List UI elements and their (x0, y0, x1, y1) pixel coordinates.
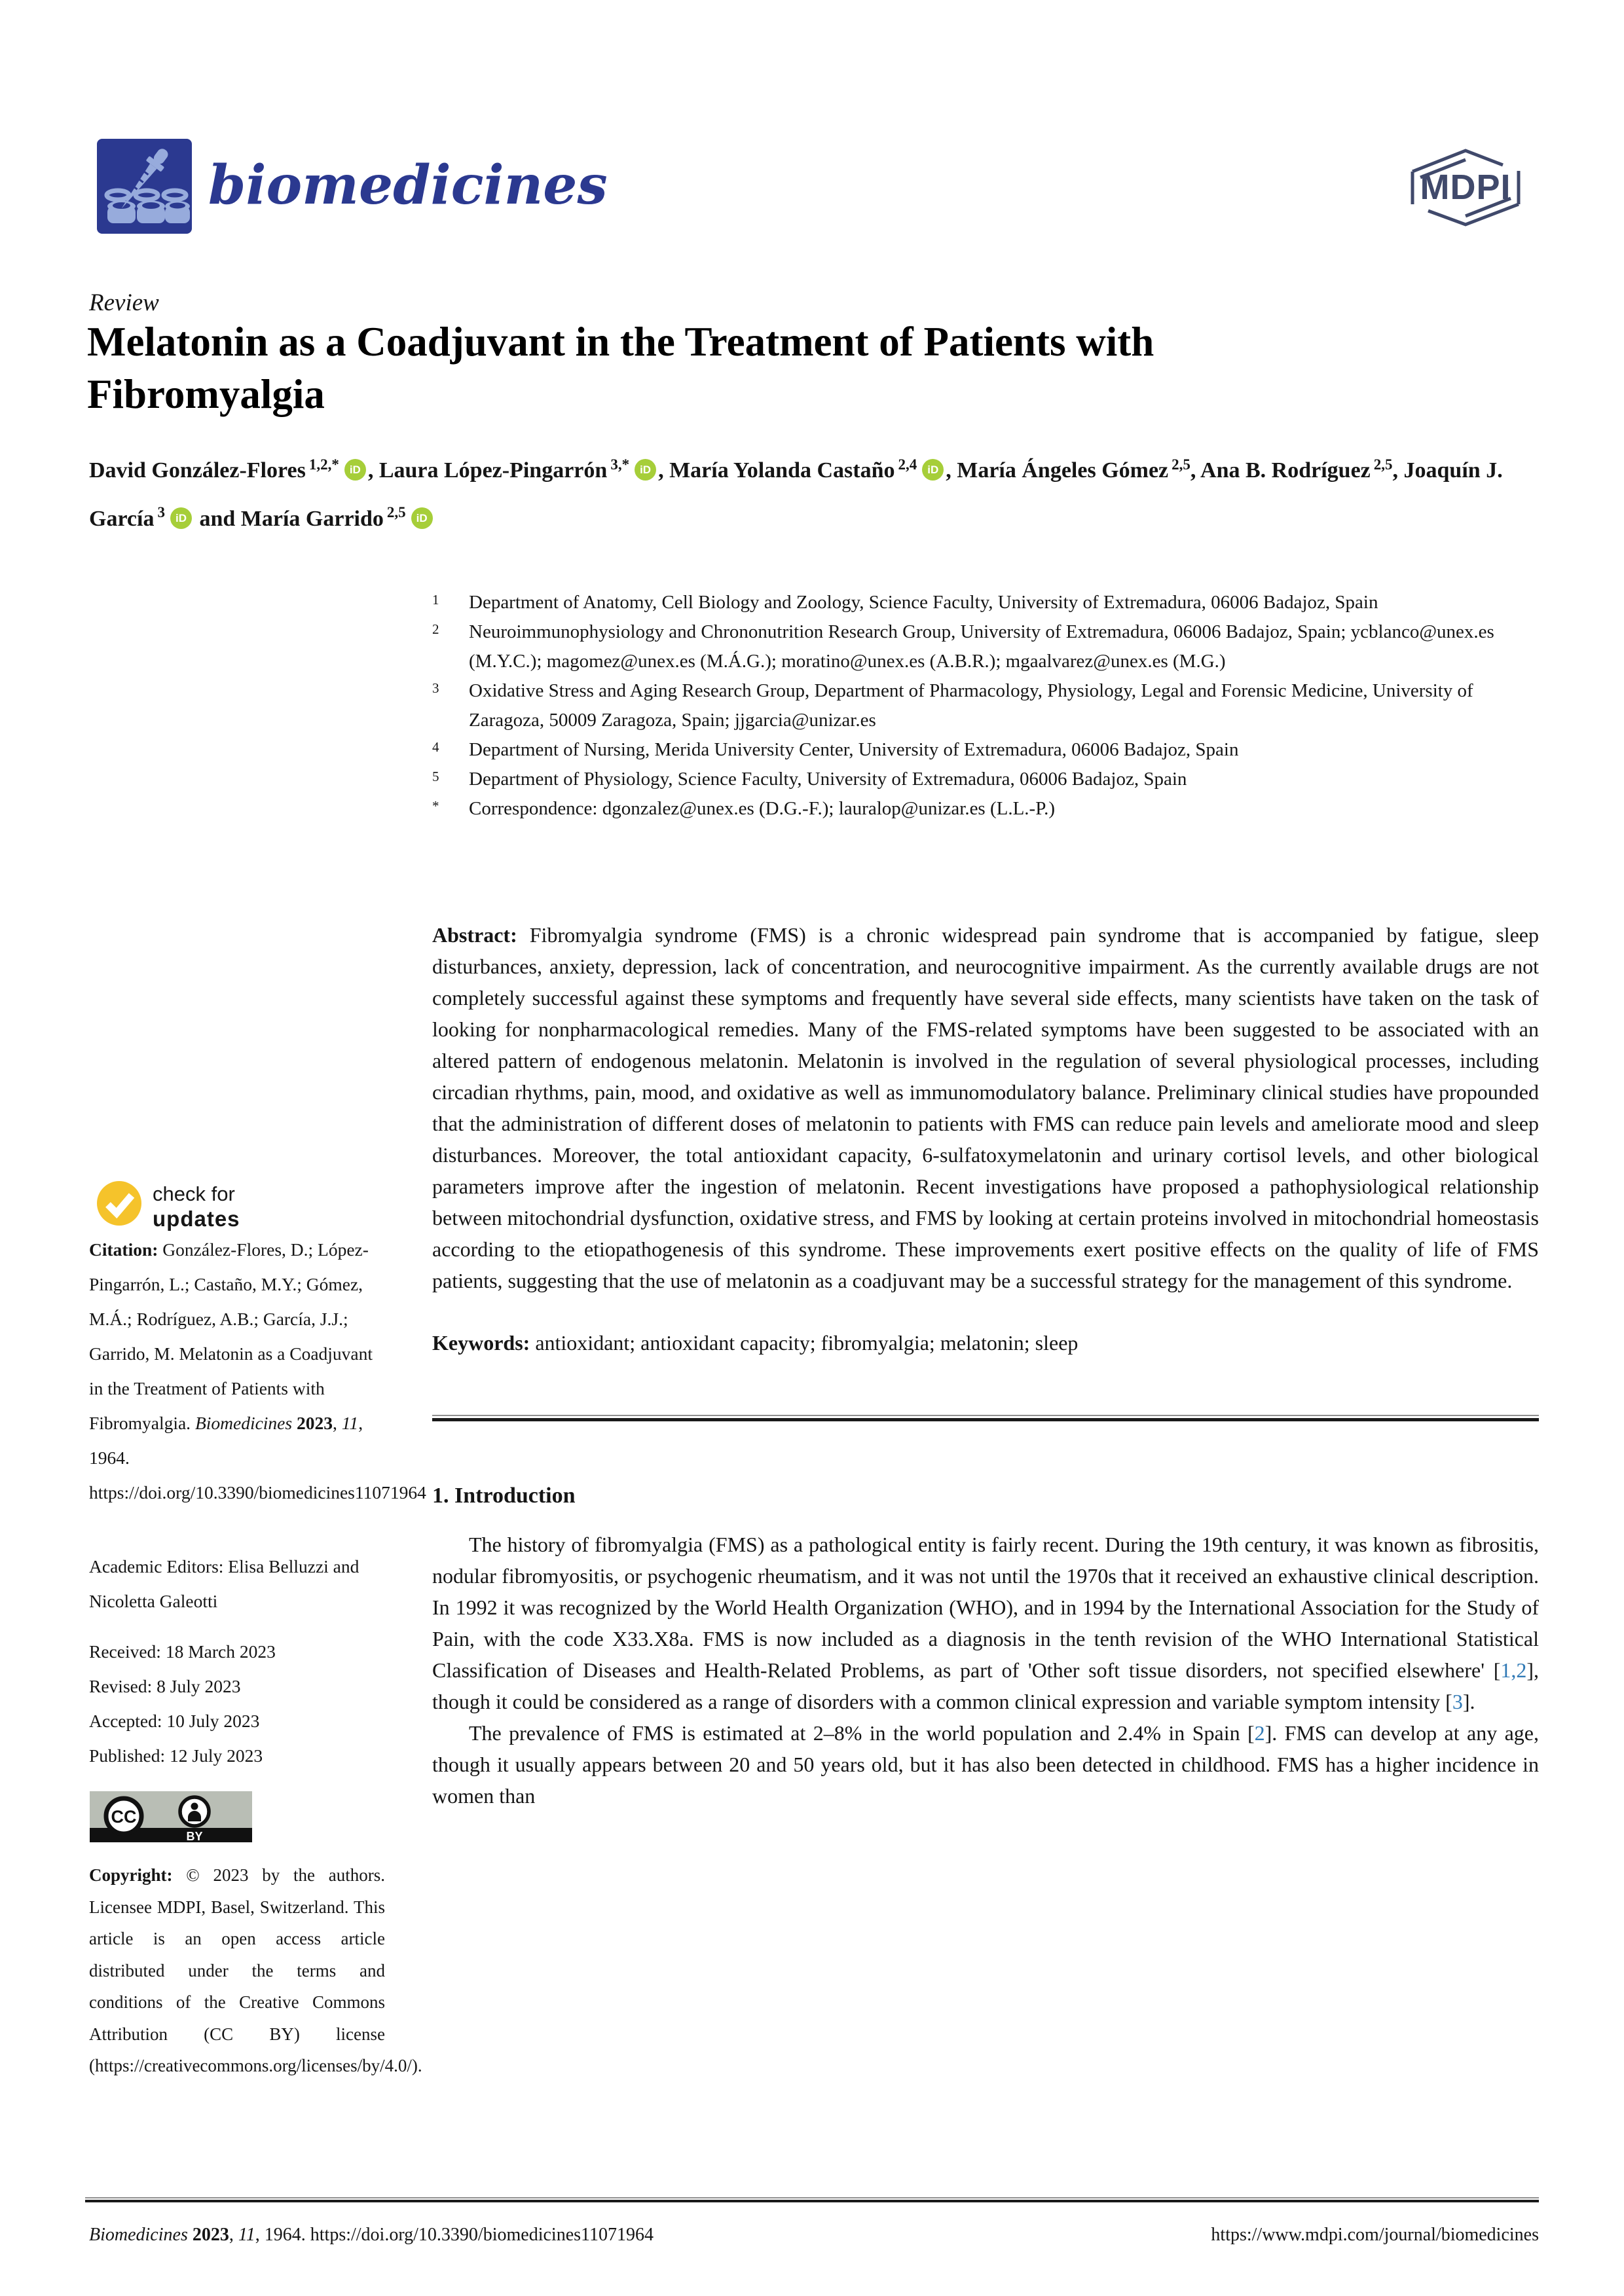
check-for-updates-label (153, 1181, 240, 1231)
copyright-notice (89, 1859, 422, 2082)
orcid-icon[interactable]: iD (170, 507, 192, 529)
article-title: Melatonin as a Coadjuvant in the Treatment of Patients with Fibromyalgia (87, 319, 1154, 417)
author-name: Laura López-Pingarrón (378, 458, 608, 483)
date-label: Received: (89, 1641, 161, 1662)
text-segment: , (332, 1413, 342, 1433)
affiliation (432, 735, 1539, 765)
date-line (89, 1704, 384, 1738)
crossmark-icon (97, 1181, 141, 1226)
text-segment: Abstract: (432, 923, 530, 947)
updates-label: updates (153, 1207, 240, 1231)
affiliation (432, 676, 1539, 735)
orcid-icon[interactable]: iD (411, 507, 433, 529)
footer-divider (85, 2197, 1539, 2202)
affiliation (432, 617, 1539, 676)
date-line (89, 1634, 384, 1669)
author-affiliation-sup: 3,* (610, 456, 630, 473)
author-separator: , (1392, 458, 1404, 483)
cc-by-license-badge[interactable] (90, 1791, 252, 1846)
affiliation (432, 588, 1539, 617)
author (89, 458, 379, 483)
author-affiliation-sup: 2,5 (386, 504, 406, 521)
affiliation-text: Department of Nursing, Merida University Center, University of Extremadura, 06006 Badajoz, Spain (469, 739, 1239, 760)
date-value: 12 July 2023 (170, 1745, 263, 1766)
text-segment: 11 (238, 2225, 255, 2245)
text-segment: ]. (1462, 1690, 1475, 1713)
journal-logo (97, 139, 192, 237)
author-prefix: and (199, 506, 241, 531)
text-segment: 2023 (192, 2225, 229, 2245)
citation-ref[interactable]: 3 (1452, 1690, 1463, 1713)
check-for-updates-badge[interactable] (97, 1181, 240, 1231)
mdpi-wordmark: MDPI (1420, 168, 1511, 207)
article-dates (89, 1634, 384, 1773)
date-label: Published: (89, 1745, 166, 1766)
article-type: Review (89, 289, 159, 316)
text-segment: 2023 (296, 1413, 333, 1433)
citation-block (89, 1232, 426, 1510)
intro-paragraph-2 (432, 1717, 1539, 1812)
text-segment: Copyright: (89, 1865, 187, 1885)
date-label: Accepted: (89, 1711, 162, 1731)
affiliation-number: * (432, 798, 439, 814)
author-name: María Yolanda Castaño (669, 458, 895, 483)
affiliation (432, 765, 1539, 794)
affiliation-text: Department of Physiology, Science Faculty, University of Extremadura, 06006 Badajoz, Spain (469, 769, 1187, 790)
orcid-icon[interactable]: iD (635, 459, 656, 481)
text-segment: Biomedicines (194, 1413, 297, 1433)
author (199, 504, 434, 531)
cc-by-label: BY (186, 1830, 203, 1842)
author-affiliation-sup: 2,4 (898, 456, 917, 473)
date-line (89, 1669, 384, 1704)
author-name: María Ángeles Gómez (957, 458, 1169, 483)
date-value: 8 July 2023 (157, 1676, 241, 1696)
text-segment: , 1964. https://doi.org/10.3390/biomedicines11071964 (89, 1413, 426, 1503)
text-segment: ]. FMS can develop at any age, though it usually appears between 20 and 50 years old, but it has also been detected in childhood. FMS has a higher incidence in women than (432, 1721, 1540, 1808)
text-segment: González-Flores, D.; López-Pingarrón, L.; Castaño, M.Y.; Gómez, M.Á.; Rodríguez, A.B.; García, J.J.; Garrido, M. Melatonin as a Coadjuvant in the Treatment of Patients with Fibromyalgia. (89, 1239, 373, 1433)
footer-citation[interactable] (89, 2225, 654, 2246)
footer-journal-url[interactable]: https://www.mdpi.com/journal/biomedicines (1211, 2225, 1539, 2245)
author-name: Ana B. Rodríguez (1200, 458, 1371, 483)
author-affiliation-sup: 3 (157, 504, 165, 521)
citation-ref[interactable]: 1,2 (1500, 1658, 1527, 1682)
pipette-icon (97, 139, 192, 234)
abstract (432, 919, 1539, 1296)
affiliation-number: 5 (432, 769, 439, 784)
author (379, 458, 669, 483)
author-affiliation-sup: 2,5 (1373, 456, 1393, 473)
affiliation-text: Neuroimmunophysiology and Chrononutrition Research Group, University of Extremadura, 06006 Badajoz, Spain; ycblanco@unex.es (M.Y.C.); magomez@unex.es (M.Á.G.); moratino@unex.es (A.B.R.); mgaalvarez@unex.es (M.G.) (469, 621, 1494, 672)
orcid-icon[interactable]: iD (922, 459, 944, 481)
text-segment: 11 (341, 1413, 359, 1433)
affiliation (432, 794, 1539, 824)
keywords (432, 1327, 1539, 1358)
author-affiliation-sup: 1,2,* (308, 456, 339, 473)
main-column (432, 588, 1539, 1812)
text-segment: Biomedicines (89, 2225, 193, 2245)
author (957, 458, 1200, 483)
affiliation-number: 1 (432, 592, 439, 608)
journal-wordmark: biomedicines (208, 154, 608, 217)
author-separator: , (367, 458, 379, 483)
author-separator: , (1190, 458, 1201, 483)
text-segment: antioxidant; antioxidant capacity; fibromyalgia; melatonin; sleep (535, 1331, 1079, 1355)
check-for-label: check for (153, 1182, 235, 1205)
affiliation-number: 4 (432, 739, 439, 755)
cc-label: CC (111, 1807, 137, 1827)
affiliation-number: 2 (432, 621, 439, 637)
text-segment: ], though it could be considered as a range of disorders with a common clinical expression and variable symptom intensity [ (432, 1658, 1539, 1713)
affiliation-text: Department of Anatomy, Cell Biology and Zoology, Science Faculty, University of Extremadura, 06006 Badajoz, Spain (469, 592, 1378, 613)
author-name: Joaquín J. García (89, 458, 1503, 531)
date-label: Revised: (89, 1676, 153, 1696)
academic-editors: Academic Editors: Elisa Belluzzi and Nicoletta Galeotti (89, 1556, 360, 1611)
date-value: 10 July 2023 (166, 1711, 260, 1731)
author-separator: , (946, 458, 957, 483)
mdpi-logo (1403, 147, 1528, 232)
author-name: David González-Flores (89, 458, 306, 483)
text-segment: , (229, 2225, 238, 2245)
author-name: María Garrido (240, 506, 384, 531)
section-heading-introduction: 1. Introduction (432, 1484, 576, 1508)
citation-ref[interactable]: 2 (1254, 1721, 1265, 1745)
text-segment: The history of fibromyalgia (FMS) as a pathological entity is fairly recent. During the 19th century, it was known as fibrositis, nodular fibromyositis, or psychogenic rheumatism, and it was not until the 1970s that it received an exhaustive clinical description. In 1992 it was recognized by the World Health Organization (WHO), and in 1994 by the International Association for the Study of Pain, with the code X33.X8a. FMS is now included as a diagnosis in the tenth revision of the WHO International Statistical Classification of Diseases and Health-Related Problems, as part of 'Other soft tissue disorders, not specified elsewhere' [ (432, 1533, 1539, 1682)
text-segment: The prevalence of FMS is estimated at 2–8% in the world population and 2.4% in Spain [ (469, 1721, 1255, 1745)
text-segment: Fibromyalgia syndrome (FMS) is a chronic widespread pain syndrome that is accompanied by fatigue, sleep disturbances, anxiety, depression, lack of concentration, and neurocognitive impairment. As the currently available drugs are not completely successful against these symptoms and frequently have several side effects, many scientists have taken on the task of looking for nonpharmacological remedies. Many of the FMS-related symptoms have been suggested to be associated with an altered pattern of endogenous melatonin. Melatonin is involved in the regulation of several physiological processes, including circadian rhythms, pain, mood, and oxidative as well as immunomodulatory balance. Preliminary clinical studies have propounded that the administration of different doses of melatonin to patients with FMS can reduce pain levels and ameliorate mood and sleep disturbances. Moreover, the total antioxidant capacity, 6-sulfatoxymelatonin and urinary cortisol levels, and other biological parameters improve after the ingestion of melatonin. Recent investigations have proposed a pathophysiological relationship between mitochondrial dysfunction, oxidative stress, and FMS by looking at certain proteins involved in mitochondrial homeostasis according to the etiopathogenesis of this syndrome. These improvements exert positive effects on the quality of life of FMS patients, suggesting that the use of melatonin as a coadjuvant may be a successful strategy for the management of this syndrome. (432, 923, 1540, 1292)
author-separator: , (658, 458, 670, 483)
affiliation-list (432, 588, 1539, 824)
text-segment: Keywords: (432, 1331, 536, 1355)
author-list (89, 444, 1576, 540)
orcid-icon[interactable]: iD (344, 459, 366, 481)
date-line (89, 1738, 384, 1773)
affiliation-text: Oxidative Stress and Aging Research Group, Department of Pharmacology, Physiology, Legal and Forensic Medicine, University of Zaragoza, 50009 Zaragoza, Spain; jjgarcia@unizar.es (469, 680, 1473, 731)
author (1200, 458, 1403, 483)
date-value: 18 March 2023 (165, 1641, 276, 1662)
affiliation-text: Correspondence: dgonzalez@unex.es (D.G.-F.); lauralop@unizar.es (L.L.-P.) (469, 798, 1056, 819)
author (669, 458, 957, 483)
intro-paragraph-1 (432, 1529, 1539, 1717)
text-segment: , 1964. https://doi.org/10.3390/biomedicines11071964 (255, 2225, 654, 2245)
text-segment: Citation: (89, 1239, 163, 1260)
text-segment: © 2023 by the authors. Licensee MDPI, Basel, Switzerland. This article is an open access article distributed under the terms and conditions of the Creative Commons Attribution (CC BY) license (https://creativecommons.org/licenses/by/4.0/). (89, 1865, 422, 2075)
affiliation-number: 3 (432, 680, 439, 696)
author-affiliation-sup: 2,5 (1172, 456, 1190, 473)
section-divider (432, 1415, 1539, 1421)
